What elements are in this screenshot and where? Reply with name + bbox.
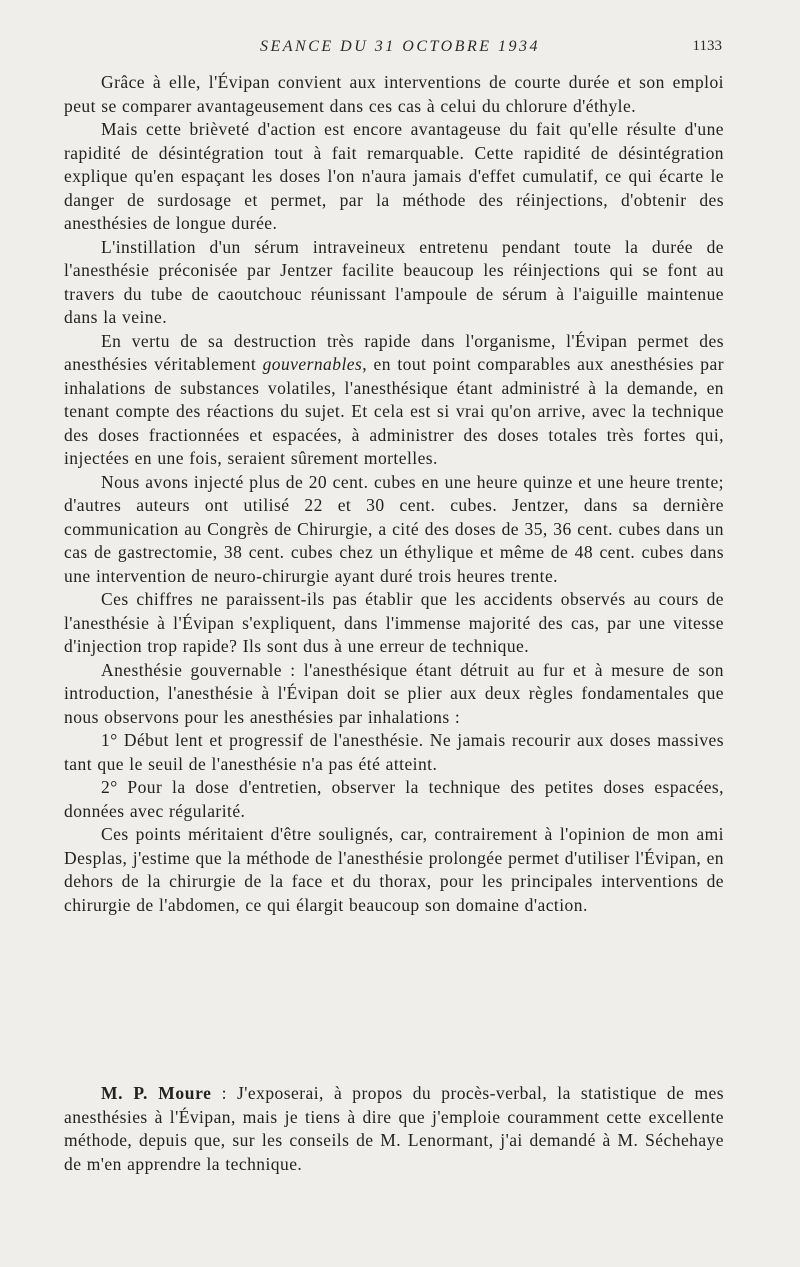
paragraph: Ces chiffres ne paraissent-ils pas établir que les accidents observés au cours de l'anesthésie à l'Évipan s'expliquent, dans l'immense majorité des cas, par une vitesse d'injection trop rapide? Ils sont dus à une erreur de technique. (64, 589, 724, 656)
speaker-intervention (64, 1082, 724, 1176)
speaker-name: M. P. Moure (101, 1083, 212, 1103)
paragraph: Nous avons injecté plus de 20 cent. cubes en une heure quinze et une heure trente; d'autres auteurs ont utilisé 22 et 30 cent. cubes. Jentzer, dans sa dernière communication au Congrès de Chirurgie, a cité des doses de 35, 36 cent. cubes dans un cas de gastrectomie, 38 cent. cubes chez un éthylique et même de 48 cent. cubes dans une intervention de neuro-chirurgie ayant duré trois heures trente. (64, 471, 724, 586)
paragraph: Mais cette brièveté d'action est encore avantageuse du fait qu'elle résulte d'une rapidité de désintégration tout à fait remarquable. Cette rapidité de désintégration explique qu'en espaçant les doses l'on n'aura jamais d'effet cumulatif, ce qui écarte le danger de surdosage et permet, par la méthode des réinjections, d'obtenir des anesthésies de longue durée. (64, 119, 724, 233)
intervention-text: : J'exposerai, à propos du procès-verbal, la statistique de mes anesthésies à l'Évipan, mais je tiens à dire que j'emploie couramment cette excellente méthode, depuis que, sur les conseils de M. Lenormant, j'ai demandé à M. Séchehaye de m'en apprendre la technique. (64, 1083, 724, 1174)
emphasis-text: gouvernables (262, 354, 363, 374)
paragraph (64, 330, 724, 471)
paragraph: Grâce à elle, l'Évipan convient aux interventions de courte durée et son emploi peut se comparer avantageusement dans ces cas à celui du chlorure d'éthyle. (64, 72, 724, 116)
page-number: 1133 (692, 38, 722, 54)
running-title: SEANCE DU 31 OCTOBRE 1934 (260, 38, 540, 55)
paragraph: L'instillation d'un sérum intraveineux entretenu pendant toute la durée de l'anesthésie préconisée par Jentzer facilite beaucoup les réinjections qui se font au travers du tube de caoutchouc réunissant l'ampoule de sérum à l'aiguille maintenue dans la veine. (64, 236, 724, 327)
paragraph: Anesthésie gouvernable : l'anesthésique étant détruit au fur et à mesure de son introduction, l'anesthésie à l'Évipan doit se plier aux deux règles fondamentales que nous observons pour les anesthésies par inhalations : (64, 659, 724, 727)
intervention-paragraph (64, 1082, 724, 1176)
paragraph: Ces points méritaient d'être soulignés, car, contrairement à l'opinion de mon ami Desplas, j'estime que la méthode de l'anesthésie prolongée permet d'utiliser l'Évipan, en dehors de la chirurgie de la face et du thorax, pour les principales interventions de chirurgie de l'abdomen, ce qui élargit beaucoup son domaine d'action. (64, 824, 724, 915)
running-head (0, 38, 800, 58)
paragraph-rule-2: 2° Pour la dose d'entretien, observer la technique des petites doses espacées, données avec régularité. (64, 777, 724, 821)
body-text (64, 71, 724, 917)
paragraph-text: , en tout point comparables aux anesthésies par inhalations de substances volatiles, l'anesthésique étant administré à la demande, en tenant compte des réactions du sujet. Et cela est si vrai qu'on arrive, avec la technique des doses fractionnées et espacées, à administrer des doses totales très fortes qui, injectées en une fois, seraient sûrement mortelles. (64, 354, 724, 468)
paragraph-rule-1: 1° Début lent et progressif de l'anesthésie. Ne jamais recourir aux doses massives tant que le seuil de l'anesthésie n'a pas été atteint. (64, 730, 724, 774)
paragraph-text: En vertu de sa destruction très rapide dans l'organisme, l'Évipan permet des anesthésies véritablement (64, 330, 724, 374)
